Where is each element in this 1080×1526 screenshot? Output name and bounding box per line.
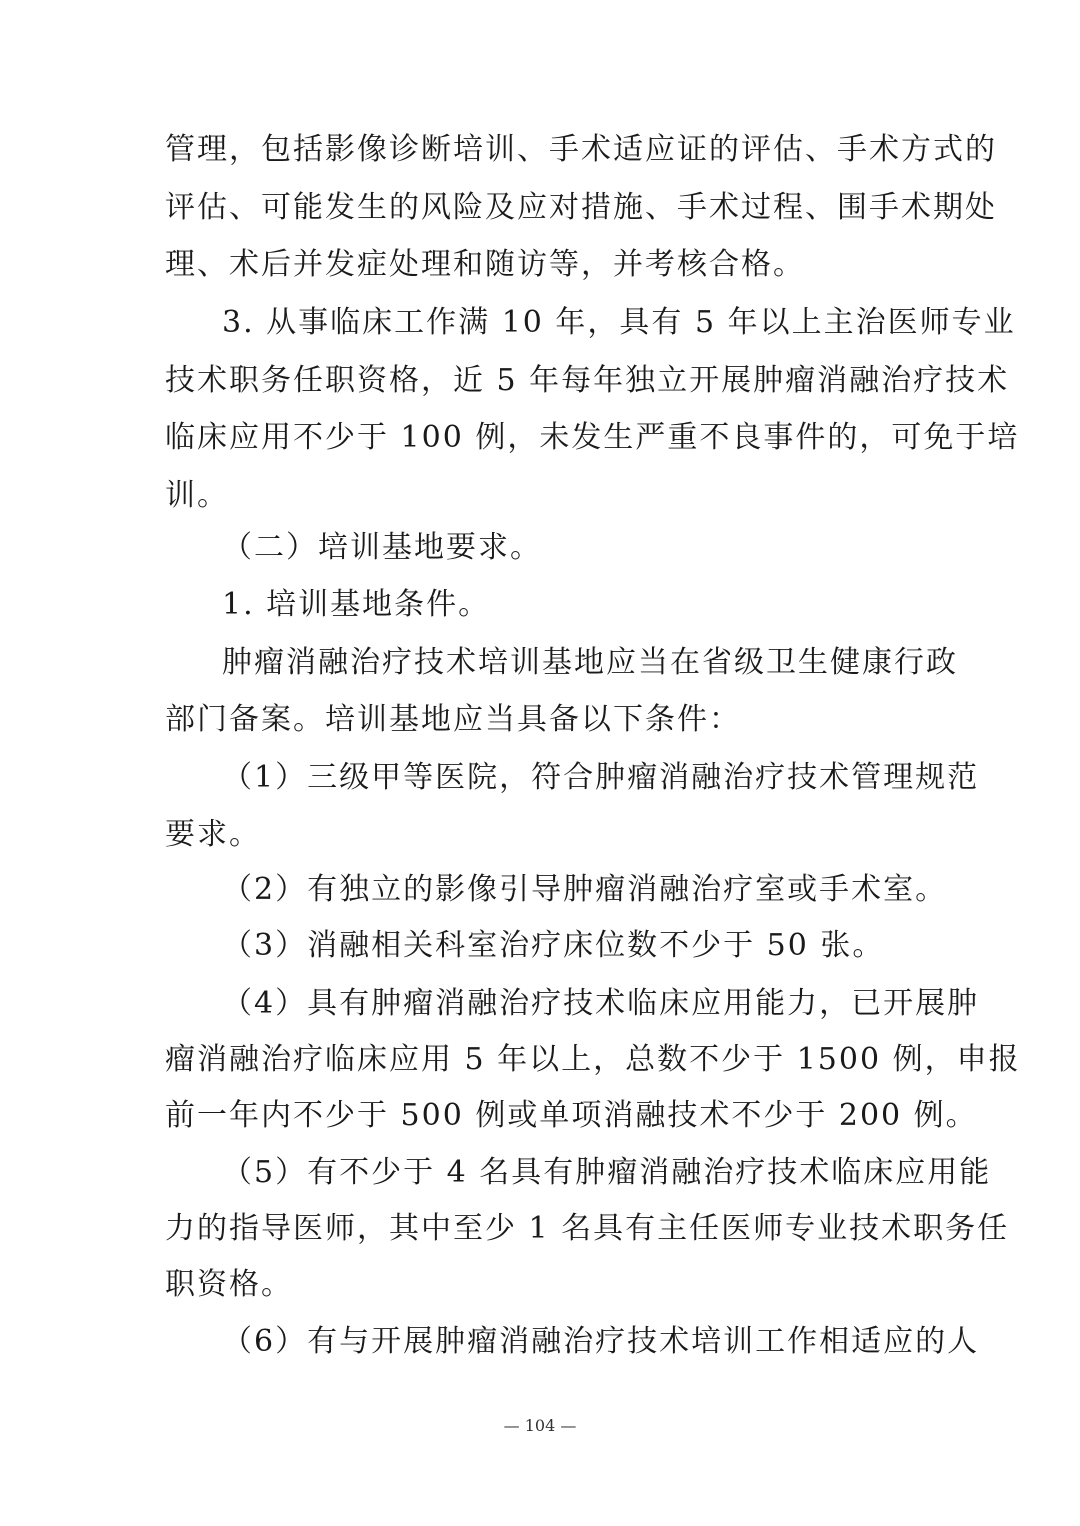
list-item: （2）有独立的影像引导肿瘤消融治疗室或手术室。 (222, 872, 948, 907)
list-item: （1）三级甲等医院，符合肿瘤消融治疗技术管理规范 (222, 760, 980, 795)
list-item: （3）消融相关科室治疗床位数不少于 50 张。 (222, 928, 885, 963)
text-line: 瘤消融治疗临床应用 5 年以上，总数不少于 1500 例，申报 (165, 1042, 1021, 1077)
text-line: 力的指导医师，其中至少 1 名具有主任医师专业技术职务任 (165, 1211, 1010, 1246)
text-line: 肿瘤消融治疗技术培训基地应当在省级卫生健康行政 (222, 645, 958, 680)
text-line: 前一年内不少于 500 例或单项消融技术不少于 200 例。 (165, 1098, 978, 1133)
text-line: 3. 从事临床工作满 10 年，具有 5 年以上主治医师专业 (222, 305, 1016, 340)
list-item: （5）有不少于 4 名具有肿瘤消融治疗技术临床应用能 (222, 1155, 992, 1190)
section-heading: （二）培训基地要求。 (222, 530, 542, 565)
text-line: 评估、可能发生的风险及应对措施、手术过程、围手术期处 (165, 190, 997, 225)
text-line: 管理，包括影像诊断培训、手术适应证的评估、手术方式的 (165, 132, 997, 167)
text-line: 职资格。 (165, 1267, 293, 1302)
text-line: 部门备案。培训基地应当具备以下条件： (165, 702, 741, 737)
list-item: （6）有与开展肿瘤消融治疗技术培训工作相适应的人 (222, 1324, 980, 1359)
text-line: 理、术后并发症处理和随访等，并考核合格。 (165, 247, 805, 282)
text-line: 训。 (165, 478, 229, 513)
text-line: 要求。 (165, 817, 261, 852)
text-line: 技术职务任职资格，近 5 年每年独立开展肿瘤消融治疗技术 (165, 363, 1010, 398)
text-line: 临床应用不少于 100 例，未发生严重不良事件的，可免于培 (165, 420, 1020, 455)
page-number: — 104 — (503, 1416, 577, 1435)
subsection-heading: 1. 培训基地条件。 (222, 587, 491, 622)
list-item: （4）具有肿瘤消融治疗技术临床应用能力，已开展肿 (222, 986, 980, 1021)
